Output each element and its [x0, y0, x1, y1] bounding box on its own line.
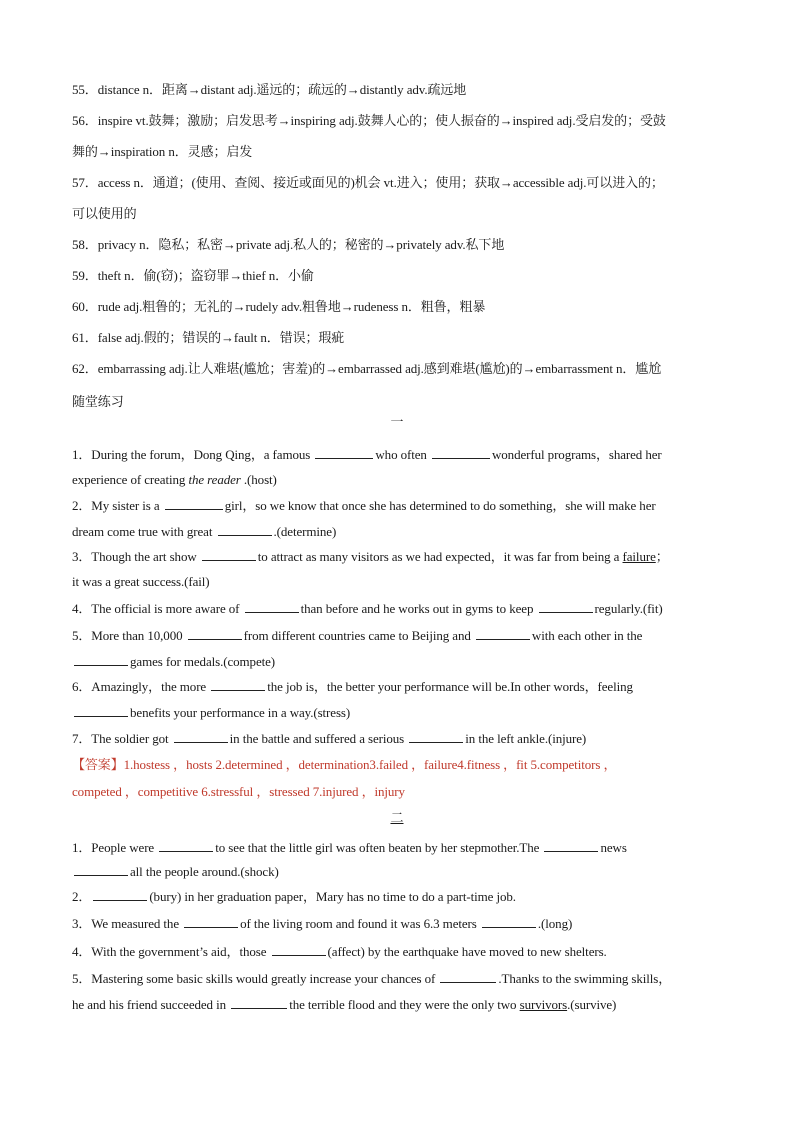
s2-question-2: 2． (bury) in her graduation paper，Mary has no time to do a part-time job.: [72, 889, 516, 904]
vocab-item-57-cont: 可以使用的: [72, 206, 137, 221]
s1-question-6: 6．Amazingly，the more the job is，the better your performance will be.In other words，feeling: [72, 679, 633, 694]
answer-blank[interactable]: [272, 943, 326, 956]
vocab-item-61: 61．false adj.假的；错误的→fault n．错误；瑕疵: [72, 330, 345, 345]
answer-blank[interactable]: [74, 863, 128, 876]
answer-blank[interactable]: [409, 730, 463, 743]
answer-blank[interactable]: [245, 600, 299, 613]
vocab-item-57: 57．access n．通道；(使用、查阅、接近或面见的)机会 vt.进入；使用；获取→accessible adj.可以进入的；: [72, 175, 664, 190]
s1-question-3: 3．Though the art show to attract as many visitors as we had expected，it was far from being a failure；: [72, 549, 669, 564]
answer-blank[interactable]: [231, 996, 287, 1009]
vocab-item-59: 59．theft n．偷(窃)；盗窃罪→thief n．小偷: [72, 268, 314, 283]
answer-blank[interactable]: [476, 627, 530, 640]
s2-question-5: 5．Mastering some basic skills would greatly increase your chances of .Thanks to the swimming skills，: [72, 971, 672, 986]
vocab-item-56: 56．inspire vt.鼓舞；激励；启发思考→inspiring adj.鼓舞人心的；使人振奋的→inspired adj.受启发的；受鼓: [72, 113, 666, 128]
s2-question-3: 3．We measured the of the living room and found it was 6.3 meters .(long): [72, 916, 573, 931]
answer-blank[interactable]: [174, 730, 228, 743]
answer-blank[interactable]: [74, 653, 128, 666]
answer-blank[interactable]: [482, 915, 536, 928]
s1-question-2: 2．My sister is a girl，so we know that once she has determined to do something，she will make her: [72, 498, 656, 513]
section-mark-1: 一: [390, 414, 404, 429]
vocab-item-62: 62．embarrassing adj.让人难堪(尴尬；害羞)的→embarrassed adj.感到难堪(尴尬)的→embarrassment n．尴尬: [72, 361, 662, 376]
vocab-item-55: 55．distance n．距离→distant adj.遥远的；疏远的→distantly adv.疏远地: [72, 82, 467, 97]
s1-question-2-cont: dream come true with great .(determine): [72, 524, 337, 539]
answer-key: [72, 757, 616, 773]
s1-question-3-cont: it was a great success.(fail): [72, 574, 210, 589]
answer-blank[interactable]: [165, 497, 223, 510]
s2-question-4: 4．With the government’s aid，those (affect) by the earthquake have moved to new shelters.: [72, 944, 607, 959]
practice-heading: 随堂练习: [72, 394, 124, 409]
answer-blank[interactable]: [74, 704, 128, 717]
answer-blank[interactable]: [184, 915, 238, 928]
answer-blank[interactable]: [539, 600, 593, 613]
vocab-item-60: 60．rude adj.粗鲁的；无礼的→rudely adv.粗鲁地→rudeness n．粗鲁，粗暴: [72, 299, 486, 314]
answer-blank[interactable]: [544, 839, 598, 852]
answer-blank[interactable]: [202, 548, 256, 561]
answer-blank[interactable]: [211, 678, 265, 691]
answer-blank[interactable]: [188, 627, 242, 640]
answer-key-cont: competed ，competitive 6.stressful ，stressed 7.injured ，injury: [72, 784, 405, 799]
answer-label: 【答案】: [72, 757, 124, 772]
vocab-item-56-cont: 舞的→inspiration n．灵感；启发: [72, 144, 253, 159]
answer-blank[interactable]: [315, 446, 373, 459]
s1-question-1: 1．During the forum，Dong Qing，a famous who often wonderful programs，shared her: [72, 447, 662, 462]
s1-question-5-cont: games for medals.(compete): [72, 653, 275, 670]
answer-blank[interactable]: [159, 839, 213, 852]
s1-question-4: 4．The official is more aware of than before and he works out in gyms to keep regularly.(fit): [72, 601, 663, 616]
vocab-item-58: 58．privacy n．隐私；私密→private adj.私人的；秘密的→privately adv.私下地: [72, 237, 505, 252]
s2-question-5-cont: he and his friend succeeded in the terrible flood and they were the only two survivors.(survive): [72, 997, 617, 1012]
s1-question-7: 7．The soldier got in the battle and suffered a serious in the left ankle.(injure): [72, 731, 587, 746]
s1-question-6-cont: benefits your performance in a way.(stress): [72, 704, 350, 721]
s2-question-1-cont: all the people around.(shock): [72, 863, 279, 880]
s2-question-1: 1．People were to see that the little girl was often beaten by her stepmother.The news: [72, 840, 627, 855]
section-mark-2: 二: [390, 810, 404, 825]
answer-blank[interactable]: [218, 523, 272, 536]
answer-blank[interactable]: [93, 888, 147, 901]
s1-question-1-cont: experience of creating the reader .(host): [72, 472, 277, 487]
answer-blank[interactable]: [440, 970, 496, 983]
answer-text: 1.hostess ，hosts 2.determined ，determination3.failed ，failure4.fitness ，fit 5.competitors ，: [123, 757, 617, 772]
s1-question-5: 5．More than 10,000 from different countries came to Beijing and with each other in the: [72, 628, 643, 643]
answer-blank[interactable]: [432, 446, 490, 459]
